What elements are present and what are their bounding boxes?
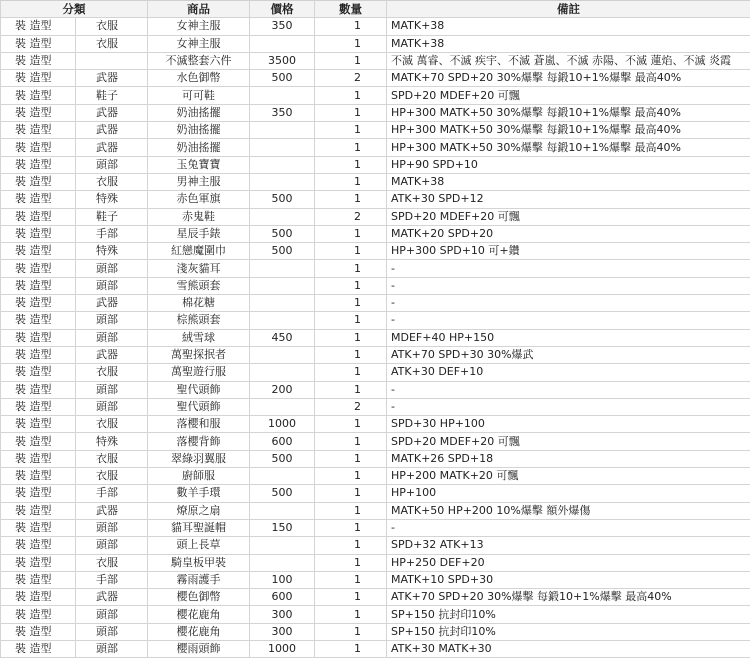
cell-item[interactable]: 數羊手環: [148, 485, 250, 502]
cell-subcategory[interactable]: 武器: [76, 139, 148, 156]
cell-category[interactable]: 裝 造型: [1, 485, 76, 502]
cell-price[interactable]: [250, 554, 315, 571]
cell-price[interactable]: [250, 468, 315, 485]
cell-subcategory[interactable]: 頭部: [76, 312, 148, 329]
cell-subcategory[interactable]: 特殊: [76, 191, 148, 208]
cell-category[interactable]: 裝 造型: [1, 502, 76, 519]
cell-price[interactable]: 500: [250, 225, 315, 242]
cell-category[interactable]: 裝 造型: [1, 329, 76, 346]
cell-note[interactable]: SPD+30 HP+100: [387, 416, 750, 433]
cell-item[interactable]: 翠綠羽翼服: [148, 450, 250, 467]
cell-category[interactable]: 裝 造型: [1, 191, 76, 208]
cell-subcategory[interactable]: 手部: [76, 225, 148, 242]
table-row: [1, 364, 750, 381]
cell-subcategory[interactable]: 武器: [76, 295, 148, 312]
cell-quantity[interactable]: 1: [315, 329, 387, 346]
cell-category[interactable]: 裝 造型: [1, 623, 76, 640]
cell-subcategory[interactable]: 頭部: [76, 537, 148, 554]
cell-note[interactable]: -: [387, 312, 750, 329]
cell-quantity[interactable]: 1: [315, 122, 387, 139]
cell-quantity[interactable]: 1: [315, 295, 387, 312]
table-row: [1, 156, 750, 173]
cell-item[interactable]: 櫻花鹿角: [148, 606, 250, 623]
cell-price[interactable]: [250, 208, 315, 225]
cell-price[interactable]: [250, 537, 315, 554]
cell-item[interactable]: 絨雪球: [148, 329, 250, 346]
cell-category[interactable]: 裝 造型: [1, 346, 76, 363]
cell-note[interactable]: HP+250 DEF+20: [387, 554, 750, 571]
table-row: [1, 571, 750, 588]
cell-quantity[interactable]: 1: [315, 623, 387, 640]
cell-quantity[interactable]: 1: [315, 260, 387, 277]
cell-note[interactable]: -: [387, 519, 750, 536]
cell-category[interactable]: 裝 造型: [1, 537, 76, 554]
cell-price[interactable]: [250, 122, 315, 139]
cell-subcategory[interactable]: 頭部: [76, 519, 148, 536]
cell-item[interactable]: 不滅整套六件: [148, 52, 250, 69]
cell-subcategory[interactable]: 衣服: [76, 554, 148, 571]
cell-note[interactable]: HP+300 SPD+10 可+鑽: [387, 243, 750, 260]
cell-note[interactable]: HP+300 MATK+50 30%爆擊 每鍛10+1%爆擊 最高40%: [387, 139, 750, 156]
cell-note[interactable]: -: [387, 381, 750, 398]
cell-item[interactable]: 可可鞋: [148, 87, 250, 104]
cell-subcategory[interactable]: 鞋子: [76, 208, 148, 225]
cell-price[interactable]: 350: [250, 104, 315, 121]
cell-price[interactable]: 1000: [250, 640, 315, 657]
cell-item[interactable]: 奶油搖擺: [148, 122, 250, 139]
header-item[interactable]: 商品: [148, 1, 250, 18]
cell-category[interactable]: 裝 造型: [1, 519, 76, 536]
cell-note[interactable]: MATK+38: [387, 173, 750, 190]
cell-subcategory[interactable]: 衣服: [76, 173, 148, 190]
cell-note[interactable]: -: [387, 398, 750, 415]
table-row: [1, 606, 750, 623]
cell-quantity[interactable]: 1: [315, 606, 387, 623]
cell-category[interactable]: 裝 造型: [1, 87, 76, 104]
table-body: [1, 18, 750, 658]
cell-price[interactable]: [250, 277, 315, 294]
cell-category[interactable]: 裝 造型: [1, 225, 76, 242]
cell-item[interactable]: 櫻色御幣: [148, 589, 250, 606]
table-row: [1, 450, 750, 467]
header-category[interactable]: 分類: [1, 1, 148, 18]
cell-note[interactable]: -: [387, 277, 750, 294]
cell-price[interactable]: 500: [250, 450, 315, 467]
cell-item[interactable]: 棉花糖: [148, 295, 250, 312]
table-row: [1, 329, 750, 346]
table-row: [1, 398, 750, 415]
cell-item[interactable]: 廚師服: [148, 468, 250, 485]
cell-quantity[interactable]: 1: [315, 139, 387, 156]
cell-subcategory[interactable]: 衣服: [76, 468, 148, 485]
cell-subcategory[interactable]: 頭部: [76, 398, 148, 415]
table-row: [1, 52, 750, 69]
cell-category[interactable]: 裝 造型: [1, 277, 76, 294]
cell-price[interactable]: 450: [250, 329, 315, 346]
table-row: [1, 208, 750, 225]
cell-quantity[interactable]: 1: [315, 87, 387, 104]
cell-price[interactable]: [250, 139, 315, 156]
cell-subcategory[interactable]: 武器: [76, 122, 148, 139]
cell-quantity[interactable]: 1: [315, 156, 387, 173]
cell-subcategory[interactable]: 武器: [76, 104, 148, 121]
table-row: [1, 554, 750, 571]
cell-quantity[interactable]: 1: [315, 589, 387, 606]
cell-item[interactable]: 水色御幣: [148, 70, 250, 87]
table-row: [1, 537, 750, 554]
cell-item[interactable]: 櫻花鹿角: [148, 623, 250, 640]
table-row: [1, 623, 750, 640]
cell-item[interactable]: 女神主服: [148, 35, 250, 52]
cell-category[interactable]: 裝 造型: [1, 450, 76, 467]
cell-subcategory[interactable]: 衣服: [76, 18, 148, 35]
cell-item[interactable]: 星辰手錶: [148, 225, 250, 242]
table-row: [1, 519, 750, 536]
cell-subcategory[interactable]: 鞋子: [76, 87, 148, 104]
cell-subcategory[interactable]: 武器: [76, 70, 148, 87]
table-row: [1, 122, 750, 139]
cell-subcategory[interactable]: 頭部: [76, 640, 148, 657]
cell-note[interactable]: 不滅 萬睿、不滅 疾宇、不滅 蒼嵐、不滅 赤陽、不滅 蓮焰、不滅 炎霞: [387, 52, 750, 69]
cell-note[interactable]: MATK+26 SPD+18: [387, 450, 750, 467]
cell-item[interactable]: 奶油搖擺: [148, 139, 250, 156]
cell-price[interactable]: [250, 156, 315, 173]
cell-item[interactable]: 棕熊頭套: [148, 312, 250, 329]
cell-price[interactable]: [250, 295, 315, 312]
cell-category[interactable]: 裝 造型: [1, 589, 76, 606]
cell-item[interactable]: 奶油搖擺: [148, 104, 250, 121]
table-row: [1, 312, 750, 329]
cell-subcategory[interactable]: 頭部: [76, 260, 148, 277]
cell-price[interactable]: 600: [250, 433, 315, 450]
cell-price[interactable]: [250, 87, 315, 104]
cell-item[interactable]: 女神主服: [148, 18, 250, 35]
cell-category[interactable]: 裝 造型: [1, 35, 76, 52]
cell-quantity[interactable]: 2: [315, 398, 387, 415]
cell-note[interactable]: ATK+30 SPD+12: [387, 191, 750, 208]
cell-quantity[interactable]: 1: [315, 485, 387, 502]
cell-note[interactable]: MATK+38: [387, 35, 750, 52]
cell-quantity[interactable]: 1: [315, 35, 387, 52]
cell-subcategory[interactable]: 頭部: [76, 156, 148, 173]
cell-price[interactable]: 500: [250, 191, 315, 208]
cell-category[interactable]: 裝 造型: [1, 260, 76, 277]
cell-item[interactable]: 赤色軍旗: [148, 191, 250, 208]
table-row: [1, 433, 750, 450]
table-row: [1, 502, 750, 519]
table-row: [1, 139, 750, 156]
table-row: [1, 104, 750, 121]
cell-quantity[interactable]: 1: [315, 571, 387, 588]
cell-quantity[interactable]: 1: [315, 416, 387, 433]
cell-category[interactable]: 裝 造型: [1, 70, 76, 87]
cell-note[interactable]: SPD+20 MDEF+20 可飄: [387, 87, 750, 104]
cell-item[interactable]: 萬聖探抿者: [148, 346, 250, 363]
cell-category[interactable]: 裝 造型: [1, 433, 76, 450]
cell-price[interactable]: [250, 260, 315, 277]
header-row: [1, 1, 750, 18]
table-row: [1, 70, 750, 87]
cell-price[interactable]: [250, 173, 315, 190]
cell-category[interactable]: 裝 造型: [1, 295, 76, 312]
cell-category[interactable]: 裝 造型: [1, 381, 76, 398]
table-row: [1, 243, 750, 260]
cell-item[interactable]: 櫻雨頭飾: [148, 640, 250, 657]
cell-price[interactable]: 500: [250, 243, 315, 260]
cell-price[interactable]: 3500: [250, 52, 315, 69]
cell-item[interactable]: 落櫻和服: [148, 416, 250, 433]
cell-note[interactable]: MATK+10 SPD+30: [387, 571, 750, 588]
cell-subcategory[interactable]: [76, 52, 148, 69]
table-row: [1, 381, 750, 398]
cell-subcategory[interactable]: 武器: [76, 346, 148, 363]
cell-quantity[interactable]: 1: [315, 346, 387, 363]
cell-quantity[interactable]: 1: [315, 243, 387, 260]
cell-price[interactable]: 500: [250, 70, 315, 87]
cell-quantity[interactable]: 1: [315, 640, 387, 657]
cell-note[interactable]: HP+90 SPD+10: [387, 156, 750, 173]
cell-price[interactable]: [250, 502, 315, 519]
table-row: [1, 346, 750, 363]
cell-note[interactable]: HP+300 MATK+50 30%爆擊 每鍛10+1%爆擊 最高40%: [387, 122, 750, 139]
table-row: [1, 277, 750, 294]
cell-note[interactable]: MATK+50 HP+200 10%爆擊 額外爆傷: [387, 502, 750, 519]
cell-quantity[interactable]: 1: [315, 502, 387, 519]
cell-note[interactable]: -: [387, 295, 750, 312]
cell-quantity[interactable]: 1: [315, 433, 387, 450]
cell-item[interactable]: 頭上長草: [148, 537, 250, 554]
table-row: [1, 416, 750, 433]
cell-price[interactable]: 600: [250, 589, 315, 606]
cell-note[interactable]: SPD+20 MDEF+20 可飄: [387, 433, 750, 450]
cell-price[interactable]: [250, 364, 315, 381]
cell-category[interactable]: 裝 造型: [1, 571, 76, 588]
table-row: [1, 589, 750, 606]
cell-note[interactable]: SP+150 抗封印10%: [387, 623, 750, 640]
cell-subcategory[interactable]: 手部: [76, 485, 148, 502]
cell-category[interactable]: 裝 造型: [1, 398, 76, 415]
cell-subcategory[interactable]: 手部: [76, 571, 148, 588]
cell-note[interactable]: ATK+70 SPD+20 30%爆擊 每鍛10+1%爆擊 最高40%: [387, 589, 750, 606]
cell-item[interactable]: 騎皇板甲裝: [148, 554, 250, 571]
table-row: [1, 225, 750, 242]
cell-price[interactable]: [250, 346, 315, 363]
cell-quantity[interactable]: 1: [315, 173, 387, 190]
cell-note[interactable]: MDEF+40 HP+150: [387, 329, 750, 346]
header-price[interactable]: 價格: [250, 1, 315, 18]
cell-quantity[interactable]: 1: [315, 468, 387, 485]
cell-quantity[interactable]: 1: [315, 191, 387, 208]
cell-category[interactable]: 裝 造型: [1, 104, 76, 121]
header-quantity[interactable]: 數量: [315, 1, 387, 18]
cell-subcategory[interactable]: 頭部: [76, 606, 148, 623]
cell-price[interactable]: 300: [250, 606, 315, 623]
cell-note[interactable]: HP+100: [387, 485, 750, 502]
cell-price[interactable]: [250, 398, 315, 415]
cell-price[interactable]: 100: [250, 571, 315, 588]
cell-price[interactable]: [250, 35, 315, 52]
table-row: [1, 87, 750, 104]
cell-quantity[interactable]: 2: [315, 208, 387, 225]
cell-quantity[interactable]: 1: [315, 450, 387, 467]
cell-subcategory[interactable]: 武器: [76, 589, 148, 606]
table-row: [1, 35, 750, 52]
cell-subcategory[interactable]: 頭部: [76, 329, 148, 346]
cell-note[interactable]: MATK+38: [387, 18, 750, 35]
cell-category[interactable]: 裝 造型: [1, 416, 76, 433]
cell-subcategory[interactable]: 衣服: [76, 364, 148, 381]
cell-price[interactable]: [250, 312, 315, 329]
cell-note[interactable]: -: [387, 260, 750, 277]
cell-note[interactable]: SP+150 抗封印10%: [387, 606, 750, 623]
cell-note[interactable]: ATK+30 DEF+10: [387, 364, 750, 381]
cell-subcategory[interactable]: 衣服: [76, 450, 148, 467]
cell-note[interactable]: SPD+32 ATK+13: [387, 537, 750, 554]
cell-quantity[interactable]: 1: [315, 104, 387, 121]
table-row: [1, 485, 750, 502]
cell-note[interactable]: SPD+20 MDEF+20 可飄: [387, 208, 750, 225]
cell-quantity[interactable]: 1: [315, 364, 387, 381]
cell-category[interactable]: 裝 造型: [1, 243, 76, 260]
cell-quantity[interactable]: 1: [315, 312, 387, 329]
cell-price[interactable]: 1000: [250, 416, 315, 433]
cell-note[interactable]: HP+300 MATK+50 30%爆擊 每鍛10+1%爆擊 最高40%: [387, 104, 750, 121]
table-row: [1, 173, 750, 190]
cell-item[interactable]: 紅戀魔圍巾: [148, 243, 250, 260]
cell-item[interactable]: 淺灰貓耳: [148, 260, 250, 277]
cell-category[interactable]: 裝 造型: [1, 139, 76, 156]
table-row: [1, 260, 750, 277]
cell-category[interactable]: 裝 造型: [1, 640, 76, 657]
cell-price[interactable]: 200: [250, 381, 315, 398]
cell-subcategory[interactable]: 衣服: [76, 416, 148, 433]
cell-item[interactable]: 男神主服: [148, 173, 250, 190]
cell-category[interactable]: 裝 造型: [1, 468, 76, 485]
cell-category[interactable]: 裝 造型: [1, 156, 76, 173]
cell-subcategory[interactable]: 衣服: [76, 35, 148, 52]
cell-note[interactable]: ATK+70 SPD+30 30%爆武: [387, 346, 750, 363]
cell-item[interactable]: 雪熊頭套: [148, 277, 250, 294]
cell-note[interactable]: MATK+20 SPD+20: [387, 225, 750, 242]
cell-price[interactable]: 150: [250, 519, 315, 536]
cell-category[interactable]: 裝 造型: [1, 122, 76, 139]
cell-item[interactable]: 燎原之扇: [148, 502, 250, 519]
cell-category[interactable]: 裝 造型: [1, 18, 76, 35]
cell-subcategory[interactable]: 武器: [76, 502, 148, 519]
cell-quantity[interactable]: 1: [315, 225, 387, 242]
cell-category[interactable]: 裝 造型: [1, 364, 76, 381]
cell-quantity[interactable]: 1: [315, 52, 387, 69]
table-row: [1, 640, 750, 657]
cell-note[interactable]: ATK+30 MATK+30: [387, 640, 750, 657]
cell-category[interactable]: 裝 造型: [1, 312, 76, 329]
cell-price[interactable]: 300: [250, 623, 315, 640]
cell-item[interactable]: 霧雨護手: [148, 571, 250, 588]
cell-subcategory[interactable]: 頭部: [76, 277, 148, 294]
cell-quantity[interactable]: 2: [315, 70, 387, 87]
cell-item[interactable]: 赤鬼鞋: [148, 208, 250, 225]
cell-item[interactable]: 萬聖遊行服: [148, 364, 250, 381]
cell-note[interactable]: HP+200 MATK+20 可飄: [387, 468, 750, 485]
cell-subcategory[interactable]: 特殊: [76, 243, 148, 260]
cell-category[interactable]: 裝 造型: [1, 208, 76, 225]
cell-quantity[interactable]: 1: [315, 381, 387, 398]
cell-item[interactable]: 玉兔寶寶: [148, 156, 250, 173]
cell-category[interactable]: 裝 造型: [1, 554, 76, 571]
table-row: [1, 191, 750, 208]
cell-quantity[interactable]: 1: [315, 519, 387, 536]
cell-category[interactable]: 裝 造型: [1, 606, 76, 623]
cell-category[interactable]: 裝 造型: [1, 173, 76, 190]
table-row: [1, 295, 750, 312]
cell-subcategory[interactable]: 特殊: [76, 433, 148, 450]
header-note[interactable]: 備註: [387, 1, 750, 18]
cell-note[interactable]: MATK+70 SPD+20 30%爆擊 每鍛10+1%爆擊 最高40%: [387, 70, 750, 87]
cell-price[interactable]: 500: [250, 485, 315, 502]
cell-item[interactable]: 落櫻背飾: [148, 433, 250, 450]
cell-subcategory[interactable]: 頭部: [76, 623, 148, 640]
cell-price[interactable]: 350: [250, 18, 315, 35]
cell-subcategory[interactable]: 頭部: [76, 381, 148, 398]
cell-quantity[interactable]: 1: [315, 554, 387, 571]
cell-item[interactable]: 聖代頭飾: [148, 398, 250, 415]
cell-quantity[interactable]: 1: [315, 277, 387, 294]
table-row: [1, 18, 750, 35]
cell-category[interactable]: 裝 造型: [1, 52, 76, 69]
cell-item[interactable]: 貓耳聖誕帽: [148, 519, 250, 536]
table-row: [1, 468, 750, 485]
cell-item[interactable]: 聖代頭飾: [148, 381, 250, 398]
cell-quantity[interactable]: 1: [315, 18, 387, 35]
cell-quantity[interactable]: 1: [315, 537, 387, 554]
